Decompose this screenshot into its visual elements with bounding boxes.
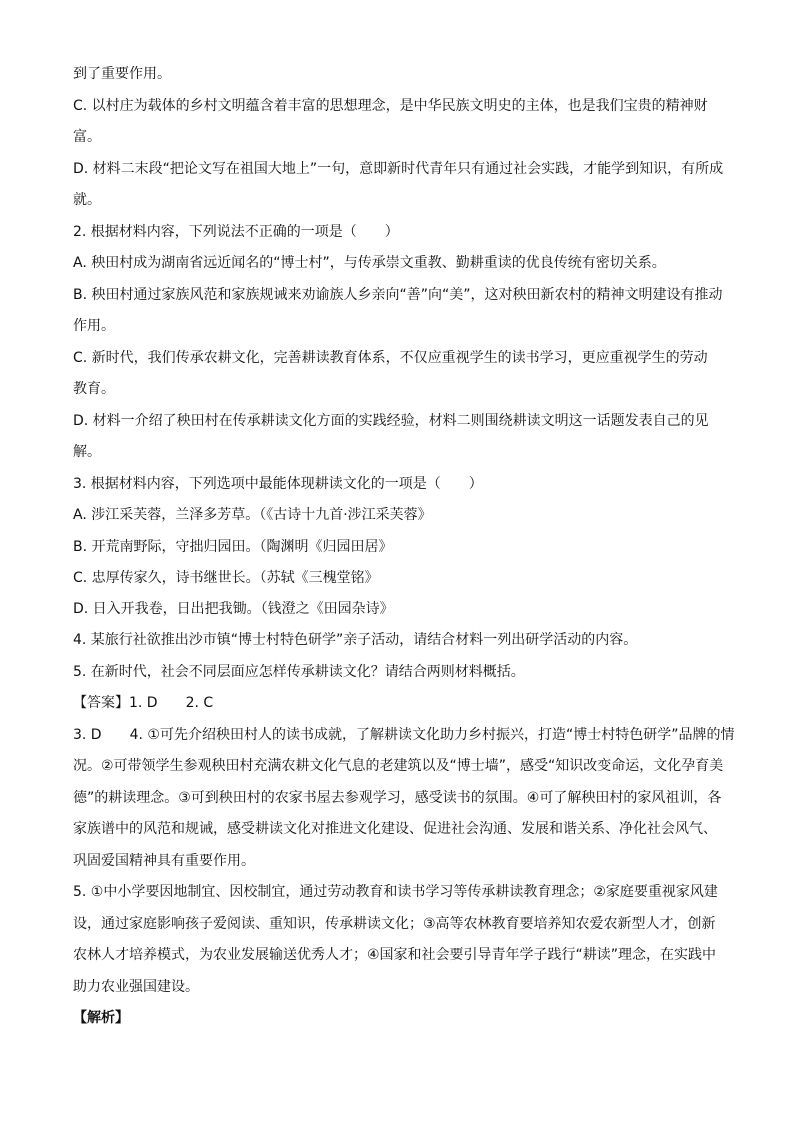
question-4: 4. 某旅行社欲推出沙市镇“博士村特色研学”亲子活动，请结合材料一列出研学活动的内容。 [73, 632, 638, 648]
answer-line: 德”的耕读理念。③可到秧田村的农家书屋去参观学习，感受读书的氛围。④可了解秧田村的家风祖训，各 [73, 790, 722, 806]
text-line: 富。 [73, 129, 101, 145]
q2-option-a: A. 秧田村成为湖南省远近闻名的“博士村”，与传承崇文重教、勤耕重读的优良传统有密切关系。 [73, 255, 666, 271]
answer-line: 3. D 4. ①可先介绍秧田村人的读书成就，了解耕读文化助力乡村振兴，打造“博士村特色研学”品牌的情 [73, 727, 735, 743]
q2-option-c: C. 新时代，我们传承农耕文化，完善耕读教育体系，不仅应重视学生的读书学习，更应重视学生的劳动 [73, 350, 708, 366]
answer-line: 巩固爱国精神具有重要作用。 [73, 853, 255, 869]
text-line: 解。 [73, 444, 101, 460]
question-5: 5. 在新时代，社会不同层面应怎样传承耕读文化？请结合两则材料概括。 [73, 664, 525, 680]
q3-option-c: C. 忠厚传家久，诗书继世长。（苏轼《三槐堂铭》 [73, 570, 379, 586]
q3-option-d: D. 日入开我卷，日出把我锄。（钱澄之《田园杂诗》 [73, 601, 394, 617]
q2-option-b: B. 秧田村通过家族风范和家族规诫来劝谕族人乡亲向“善”向“美”，这对秧田新农村的精神文明建设有推动 [73, 287, 723, 303]
answer-heading: 【答案】1. D 2. C [73, 695, 214, 711]
analysis-heading: 【解析】 [73, 1010, 129, 1026]
text-line: 作用。 [73, 318, 115, 334]
answer-line: 设，通过家庭影响孩子爱阅读、重知识，传承耕读文化；③高等农林教育要培养知农爱农新型人才，创新 [73, 916, 716, 932]
q3-option-b: B. 开荒南野际，守拙归园田。（陶渊明《归园田居》 [73, 539, 393, 555]
q3-option-a: A. 涉江采芙蓉，兰泽多芳草。（《古诗十九首·涉江采芙蓉》 [73, 507, 432, 523]
text-line: 到了重要作用。 [73, 66, 171, 82]
text-line: 就。 [73, 192, 101, 208]
option-d-line: D. 材料二末段“把论文写在祖国大地上”一句，意即新时代青年只有通过社会实践，才能学到知识，有所成 [73, 161, 724, 177]
question-2: 2. 根据材料内容，下列说法不正确的一项是（ ） [73, 224, 399, 240]
answer-line: 农林人才培养模式，为农业发展输送优秀人才；④国家和社会要引导青年学子践行“耕读”理念，在实践中 [73, 947, 717, 963]
q2-option-d: D. 材料一介绍了秧田村在传承耕读文化方面的实践经验，材料二则围绕耕读文明这一话题发表自己的见 [73, 413, 709, 429]
text-line: 教育。 [73, 381, 115, 397]
option-c-line: C. 以村庄为载体的乡村文明蕴含着丰富的思想理念，是中华民族文明史的主体，也是我们宝贵的精神财 [73, 98, 708, 114]
answer-line: 5. ①中小学要因地制宜、因校制宜，通过劳动教育和读书学习等传承耕读教育理念；②家庭要重视家风建 [73, 884, 718, 900]
answer-line: 助力农业强国建设。 [73, 979, 199, 995]
answer-line: 家族谱中的风范和规诫，感受耕读文化对推进文化建设、促进社会沟通、发展和谐关系、净化社会风气、 [73, 821, 717, 837]
question-3: 3. 根据材料内容，下列选项中最能体现耕读文化的一项是（ ） [73, 476, 483, 492]
answer-line: 况。②可带领学生参观秧田村充满农耕文化气息的老建筑以及“博士墙”，感受“知识改变命运，文化孕育美 [73, 758, 724, 774]
